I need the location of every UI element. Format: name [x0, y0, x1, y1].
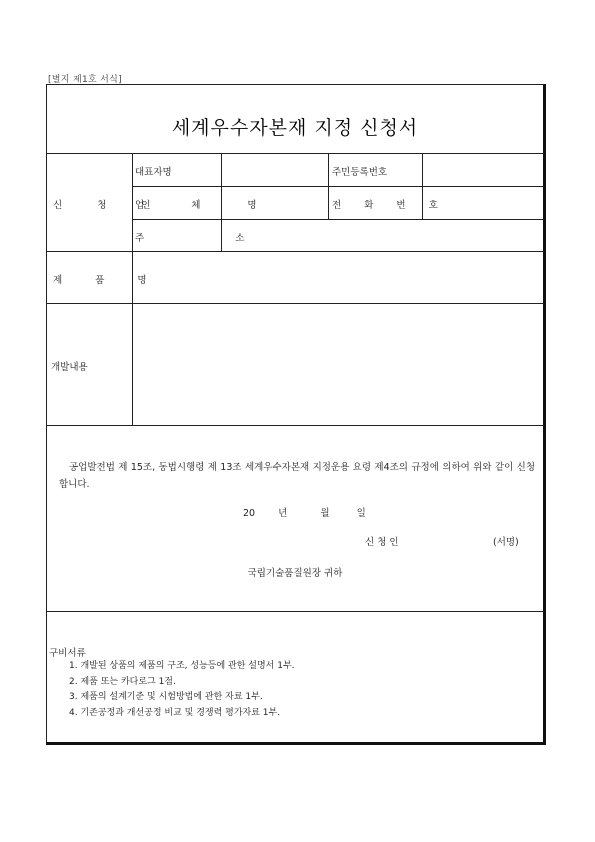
signature-label: (서명): [493, 537, 519, 548]
address-field[interactable]: [222, 220, 544, 251]
form-id-label: [별지 제1호 서식]: [48, 75, 122, 85]
development-label: 개발내용: [51, 362, 88, 373]
required-documents-list: [69, 659, 295, 721]
required-document-item: 2. 제품 또는 카다로그 1점.: [69, 676, 176, 687]
date-year-label: 년: [278, 508, 288, 519]
representative-label: 대표자명: [135, 167, 172, 178]
application-form: [46, 84, 546, 745]
representative-field[interactable]: [222, 154, 327, 186]
required-document-item: 1. 개발된 상품의 제품의 구조, 성능등에 관한 설명서 1부.: [69, 661, 295, 671]
declaration-text: 공업발전법 제 15조, 동법시행령 제 13조 세계우수자본재 지정운용 요령 제4조의 규정에 의하여 위와 같이 신청합니다.: [59, 462, 535, 490]
rule-below-development: [47, 425, 544, 426]
required-document-item: 4. 기존공정과 개선공정 비교 및 경쟁력 평가자료 1부.: [69, 707, 281, 718]
rule-field-divider-b: [328, 153, 329, 219]
applicant-label-text: 신 청 인: [53, 200, 167, 211]
address-label: 주 소: [135, 233, 289, 244]
date-month-label: 월: [320, 508, 330, 519]
date-year-prefix: 20: [243, 508, 256, 519]
resident-number-label: 주민등록번호: [332, 167, 388, 178]
company-field[interactable]: [222, 187, 327, 219]
rule-below-declaration: [47, 611, 544, 612]
resident-number-field[interactable]: [423, 154, 544, 186]
development-field[interactable]: [133, 304, 544, 425]
required-documents-title: 구비서류: [49, 648, 86, 659]
addressee: 국립기술품질원장 귀하: [247, 568, 343, 579]
signer-label: 신 청 인: [365, 537, 399, 548]
required-document-item: 3. 제품의 설계기준 및 시험방법에 관한 자료 1부.: [69, 692, 263, 702]
company-label: 업 체 명: [135, 200, 279, 211]
phone-label: 전 화 번 호: [332, 200, 448, 211]
date-day-label: 일: [356, 508, 366, 519]
product-field[interactable]: [133, 252, 544, 303]
date-line: [243, 505, 366, 519]
form-title: 세계우수자본재 지정 신청서: [171, 117, 419, 139]
applicant-label: [53, 197, 167, 211]
product-label: 제 품 명: [53, 275, 162, 286]
phone-field[interactable]: [423, 187, 544, 219]
